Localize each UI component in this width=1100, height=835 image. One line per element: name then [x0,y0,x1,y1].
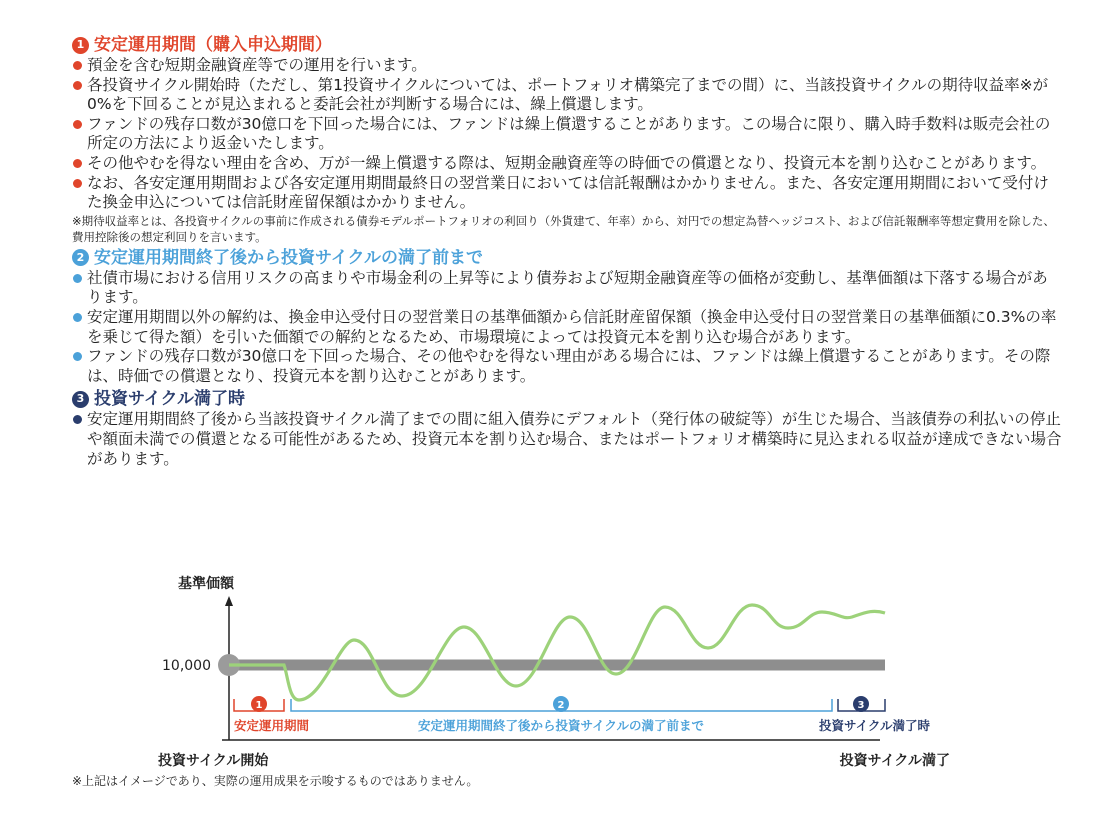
list-item: ファンドの残存口数が30億口を下回った場合には、ファンドは繰上償還することがあります。この場合に限り、購入時手数料は販売会社の所定の方法により返金いたします。 [72,115,1062,154]
section-title: 安定運用期間（購入申込期間） [94,35,332,55]
bullet-dot-icon [73,81,82,90]
phase1-label: 安定運用期間 [234,718,310,733]
number-badge: 1 [72,37,89,54]
bullet-dot-icon [73,415,82,424]
footnote: ※期待収益率とは、各投資サイクルの事前に作成される債券モデルポートフォリオの利回り（外貨建て、年率）から、対円での想定為替ヘッジコスト、および信託報酬率等想定費用を除した、費用控除後の想定利回りを言います。 [72,213,1055,244]
list-item: 各投資サイクル開始時（ただし、第1投資サイクルについては、ポートフォリオ構築完了までの間）に、当該投資サイクルの期待収益率※が0%を下回ることが見込まれると委託会社が判断する場合には、繰上償還します。 [72,76,1062,115]
bullet-dot-icon [73,159,82,168]
number-badge: 2 [72,249,89,266]
footer-disclaimer: ※上記はイメージであり、実際の運用成果を示唆するものではありません。 [72,774,479,788]
section-title: 投資サイクル満了時 [94,389,245,410]
phase2-label: 安定運用期間終了後から投資サイクルの満了前まで [417,718,705,733]
list-item: 預金を含む短期金融資産等での運用を行います。 [72,56,1062,76]
list-item: 安定運用期間終了後から当該投資サイクル満了までの間に組入債券にデフォルト（発行体の破綻等）が生じた場合、当該債券の利払いの停止や額面未満での償還となる可能性があるため、投資元本を割り込む場合、またはポートフォリオ構築時に見込まれる収益が達成できない場合があります。 [72,410,1062,469]
section-heading [72,247,1062,269]
section-heading [72,34,1062,56]
bullet-dot-icon [73,61,82,70]
bullet-dot-icon [73,120,82,129]
section-mid-period [72,247,1062,387]
end-label: 投資サイクル満了 [839,753,950,769]
phase3-label: 投資サイクル満了時 [818,718,930,733]
phase3-number: 3 [857,700,865,711]
document-body [72,32,1062,471]
section-heading [72,388,1062,410]
list-item: 社債市場における信用リスクの高まりや市場金利の上昇等により債券および短期金融資産等の価格が変動し、基準価額は下落する場合があります。 [72,269,1062,308]
phase2-number: 2 [557,700,565,711]
number-badge: 3 [72,391,89,408]
baseline-label: 10,000 [162,658,211,674]
list-item: その他やむを得ない理由を含め、万が一繰上償還する際は、短期金融資産等の時価での償還となり、投資元本を割り込むことがあります。 [72,154,1062,174]
start-label: 投資サイクル開始 [158,753,269,769]
nav-line [229,605,885,700]
section-stable-period [72,34,1062,245]
section-maturity [72,388,1062,469]
y-axis-arrow-icon [225,596,233,606]
bullet-dot-icon [73,313,82,322]
list-item: 安定運用期間以外の解約は、換金申込受付日の翌営業日の基準価額から信託財産留保額（換金申込受付日の翌営業日の基準価額に0.3%の率を乗じて得た額）を引いた価額での解約となるため、市場環境によっては投資元本を割り込む場合があります。 [72,308,1062,347]
list-item: なお、各安定運用期間および各安定運用期間最終日の翌営業日においては信託報酬はかかりません。また、各安定運用期間において受付けた換金申込については信託財産留保額はかかりません。 [72,174,1062,213]
bullet-dot-icon [73,179,82,188]
section-title: 安定運用期間終了後から投資サイクルの満了前まで [94,247,483,268]
bullet-dot-icon [73,274,82,283]
list-item: ファンドの残存口数が30億口を下回った場合、その他やむを得ない理由がある場合には、ファンドは繰上償還することがあります。その際は、時価での償還となり、投資元本を割り込むことがあります。 [72,347,1062,386]
y-axis-label: 基準価額 [178,576,234,592]
phase1-number: 1 [255,700,263,711]
bullet-dot-icon [73,352,82,361]
